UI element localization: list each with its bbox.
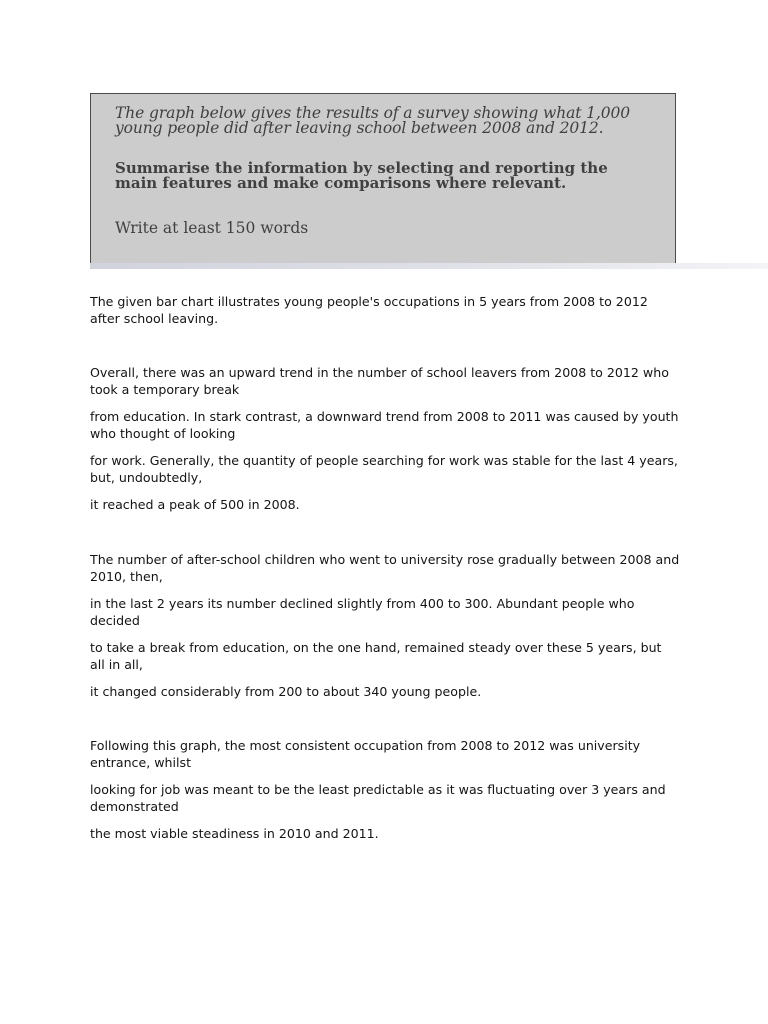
essay-paragraph-intro: The given bar chart illustrates young people's occupations in 5 years from 2008 to 2012 after school leaving. (90, 294, 648, 326)
prompt-intro: The graph below gives the results of a survey showing what 1,000 young people did after leaving school between 2008 and 2012. (115, 104, 631, 137)
essay-overview-line-4: it reached a peak of 500 in 2008. (90, 497, 300, 512)
essay-body (90, 293, 680, 842)
essay-overview-line-3: for work. Generally, the quantity of people searching for work was stable for the last 4 years, but, undoubtedly, (90, 453, 678, 485)
essay-overview-line-1: Overall, there was an upward trend in the number of school leavers from 2008 to 2012 who took a temporary break (90, 365, 669, 397)
essay-body1-line-3: to take a break from education, on the one hand, remained steady over these 5 years, but all in all, (90, 640, 662, 672)
essay-body1-line-2: in the last 2 years its number declined slightly from 400 to 300. Abundant people who decided (90, 596, 635, 628)
prompt-task: Summarise the information by selecting and reporting the main features and make comparisons where relevant. (115, 159, 608, 192)
task-prompt-box (90, 93, 676, 263)
essay-body2-line-2: looking for job was meant to be the least predictable as it was fluctuating over 3 years and demonstrated (90, 782, 666, 814)
essay-body2-line-3: the most viable steadiness in 2010 and 2011. (90, 826, 379, 841)
prompt-word-count: Write at least 150 words (115, 219, 309, 237)
scan-edge-divider (90, 263, 768, 269)
essay-overview-line-2: from education. In stark contrast, a downward trend from 2008 to 2011 was caused by youth who thought of looking (90, 409, 679, 441)
essay-body1-line-4: it changed considerably from 200 to about 340 young people. (90, 684, 482, 699)
essay-body2-line-1: Following this graph, the most consistent occupation from 2008 to 2012 was university entrance, whilst (90, 738, 641, 770)
essay-body1-line-1: The number of after-school children who went to university rose gradually between 2008 and 2010, then, (90, 552, 680, 584)
